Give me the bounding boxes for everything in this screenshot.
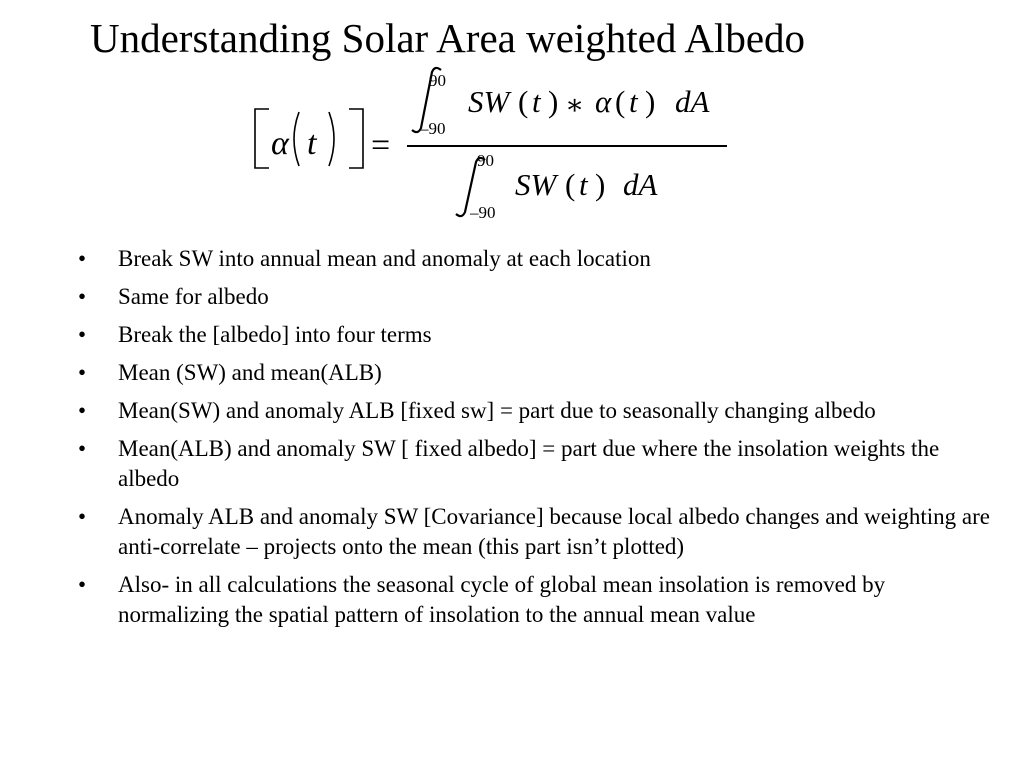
- bullet-dot: •: [78, 436, 87, 461]
- numerator-t: t: [532, 84, 541, 119]
- slide-title: Understanding Solar Area weighted Albedo: [90, 15, 806, 61]
- bullet-dot: •: [78, 322, 87, 347]
- bullet-item: [78, 282, 998, 312]
- denominator-upper-limit: 90: [477, 151, 494, 170]
- numerator-lower-limit: –90: [420, 119, 446, 138]
- bullet-text: Also- in all calculations the seasonal cycle of global mean insolation is removed by normalizing the spatial pattern of insolation to the annual mean value: [118, 572, 886, 627]
- bullet-text: Break SW into annual mean and anomaly at each location: [118, 246, 651, 271]
- numerator-close-paren: ): [548, 84, 559, 119]
- bullet-dot: •: [78, 284, 87, 309]
- denominator-t: t: [579, 167, 588, 202]
- denominator-dA: dA: [623, 167, 658, 202]
- bullet-item: [78, 320, 998, 350]
- lhs-close-paren: [329, 112, 334, 166]
- bullet-dot: •: [78, 360, 87, 385]
- numerator-alpha: α: [595, 84, 612, 119]
- bullet-item: [78, 244, 998, 274]
- numerator-open-paren: (: [518, 84, 529, 119]
- numerator-t-2: t: [629, 84, 638, 119]
- numerator-close-paren-2: ): [645, 84, 656, 119]
- lhs-alpha: α: [271, 125, 289, 162]
- bullet-item: [78, 434, 998, 494]
- bullet-dot: •: [78, 246, 87, 271]
- denominator-lower-limit: –90: [470, 203, 496, 222]
- bullet-text: Break the [albedo] into four terms: [118, 322, 432, 347]
- bullet-text: Anomaly ALB and anomaly SW [Covariance] because local albedo changes and weighting are anti-correlate – projects onto the mean (this part isn’t plotted): [118, 504, 991, 559]
- equals-sign: =: [371, 127, 391, 164]
- bullet-item: [78, 396, 998, 426]
- numerator-sw: SW: [468, 84, 510, 119]
- albedo-formula: [245, 62, 745, 232]
- bullet-text: Same for albedo: [118, 284, 269, 309]
- formula-graphic: [245, 62, 745, 232]
- bullet-text: Mean(SW) and anomaly ALB [fixed sw] = part due to seasonally changing albedo: [118, 398, 876, 423]
- lhs-open-paren: [294, 112, 299, 166]
- bullet-dot: •: [78, 504, 87, 529]
- denominator-open-paren: (: [565, 167, 576, 202]
- denominator-sw: SW: [515, 167, 557, 202]
- denominator-close-paren: ): [595, 167, 606, 202]
- bullet-text: Mean (SW) and mean(ALB): [118, 360, 382, 385]
- numerator-upper-limit: 90: [429, 71, 446, 90]
- bullet-text: Mean(ALB) and anomaly SW [ fixed albedo] = part due where the insolation weights the albedo: [118, 436, 940, 491]
- multiply-sign: ∗: [565, 90, 585, 121]
- bullet-item: [78, 358, 998, 388]
- right-square-bracket: [349, 109, 363, 168]
- lhs-t: t: [307, 125, 317, 162]
- bullet-list: [78, 244, 998, 638]
- bullet-dot: •: [78, 572, 87, 597]
- left-square-bracket: [255, 109, 269, 168]
- numerator-open-paren-2: (: [615, 84, 626, 119]
- numerator-dA: dA: [675, 84, 710, 119]
- bullet-dot: •: [78, 398, 87, 423]
- bullet-item: [78, 502, 998, 562]
- bullet-item: [78, 570, 998, 630]
